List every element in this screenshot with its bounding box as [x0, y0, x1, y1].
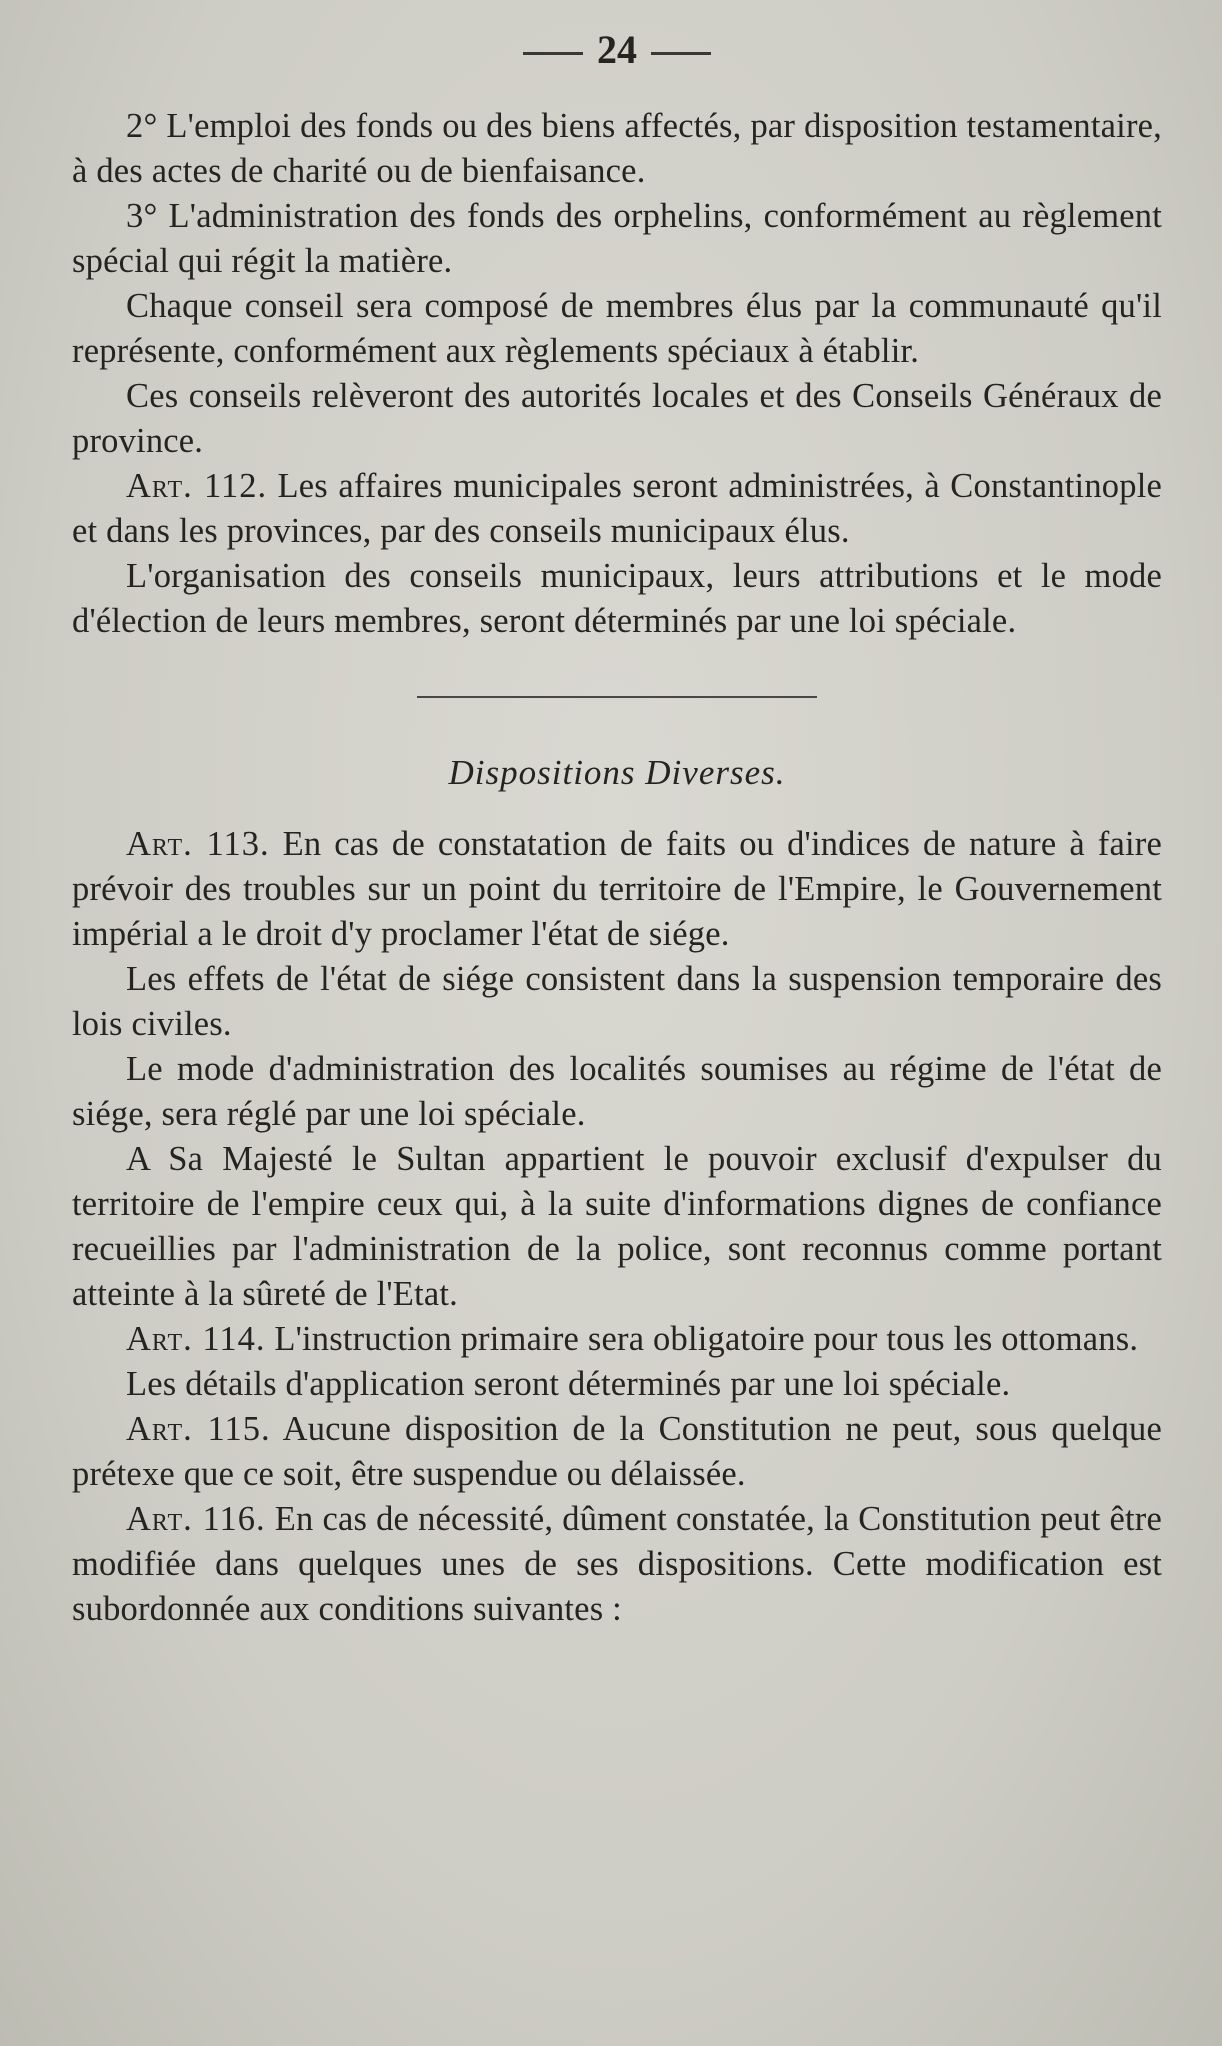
paragraph: 2° L'emploi des fonds ou des biens affectés, par disposition testamentaire, à des actes de charité ou de bienfaisance. [72, 107, 1162, 190]
paragraph: Chaque conseil sera composé de membres élus par la communauté qu'il représente, conformément aux règlements spéciaux à établir. [72, 287, 1162, 370]
article-label: Art. 115. [126, 1410, 271, 1448]
article-paragraph [72, 464, 1162, 554]
page-number-dash-left [523, 52, 583, 55]
article-116 [72, 1497, 1162, 1632]
paragraph: L'organisation des conseils municipaux, leurs attributions et le mode d'élection de leurs membres, seront déterminés par une loi spéciale. [72, 557, 1162, 640]
paragraph: Ces conseils relèveront des autorités locales et des Conseils Généraux de province. [72, 377, 1162, 460]
paragraph: Les effets de l'état de siége consistent dans la suspension temporaire des lois civiles. [72, 960, 1162, 1043]
article-paragraph [72, 1407, 1162, 1497]
article-label: Art. 113. [126, 825, 270, 863]
article-label: Art. 114. [126, 1320, 266, 1358]
article-paragraph [72, 822, 1162, 957]
article-113 [72, 822, 1162, 1317]
article-text: Les affaires municipales seront administrées, à Constantinople et dans les provinces, par des conseils municipaux élus. [72, 467, 1162, 550]
article-label: Art. 116. [126, 1500, 266, 1538]
article-111-continuation [72, 104, 1162, 464]
paragraph: A Sa Majesté le Sultan appartient le pouvoir exclusif d'expulser du territoire de l'empire ceux qui, à la suite d'informations dignes de confiance recueillies par l'administration de la police, sont reconnus comme portant atteinte à la sûreté de l'Etat. [72, 1140, 1162, 1313]
section-divider [417, 696, 817, 698]
article-text: Aucune disposition de la Constitution ne peut, sous quelque prétexe que ce soit, être suspendue ou délaissée. [72, 1410, 1162, 1493]
section-title: Dispositions Diverses. [448, 753, 786, 792]
page-number [72, 22, 1162, 78]
article-text: En cas de constatation de faits ou d'indices de nature à faire prévoir des troubles sur un point du territoire de l'Empire, le Gouvernement impérial a le droit d'y proclamer l'état de siége. [72, 825, 1162, 953]
article-text: En cas de nécessité, dûment constatée, la Constitution peut être modifiée dans quelques unes de ses dispositions. Cette modification est subordonnée aux conditions suivantes : [72, 1500, 1162, 1628]
paragraph: 3° L'administration des fonds des orphelins, conformément au règlement spécial qui régit la matière. [72, 197, 1162, 280]
page-number-dash-right [651, 52, 711, 55]
page-number-text: 24 [597, 27, 637, 72]
article-paragraph [72, 1497, 1162, 1632]
article-115 [72, 1407, 1162, 1497]
article-paragraph [72, 1317, 1162, 1362]
paragraph: Le mode d'administration des localités soumises au régime de l'état de siége, sera réglé par une loi spéciale. [72, 1050, 1162, 1133]
article-text: L'instruction primaire sera obligatoire pour tous les ottomans. [265, 1320, 1139, 1358]
paragraph: Les détails d'application seront déterminés par une loi spéciale. [126, 1365, 1011, 1403]
article-label: Art. 112. [126, 467, 268, 505]
article-114 [72, 1317, 1162, 1407]
article-112 [72, 464, 1162, 644]
